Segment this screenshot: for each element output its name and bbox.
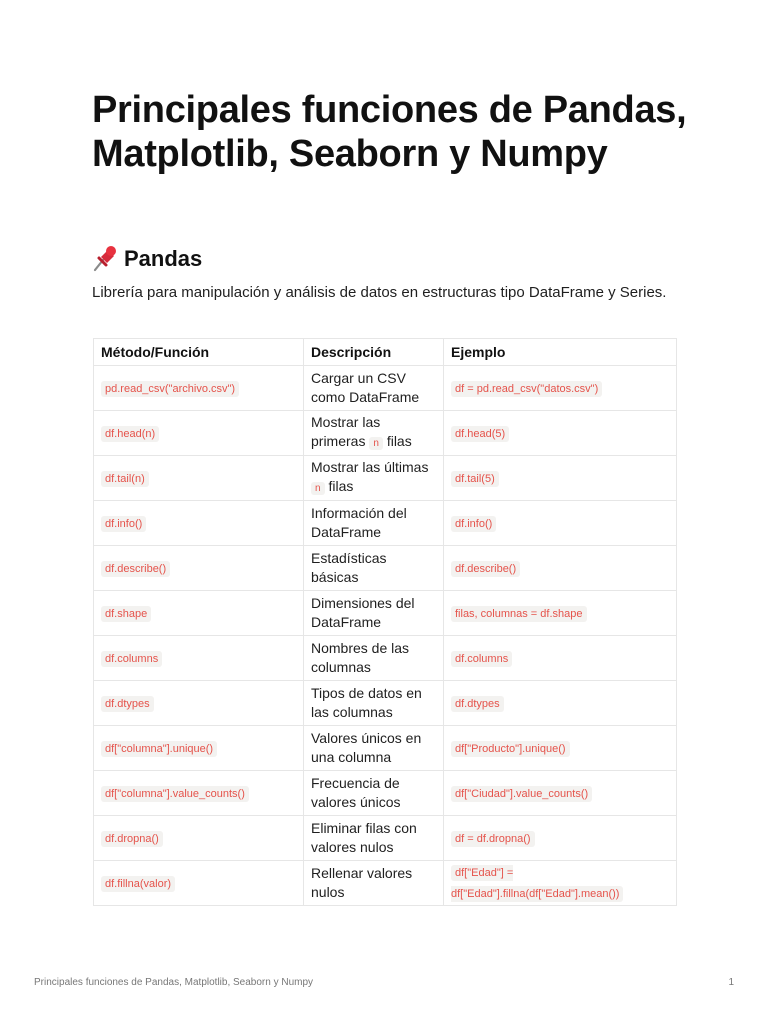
method-cell bbox=[94, 366, 304, 411]
method-code: df.columns bbox=[101, 651, 162, 667]
table-row bbox=[94, 681, 677, 726]
description-text: Mostrar las primeras bbox=[311, 413, 381, 449]
method-code: df.dropna() bbox=[101, 831, 163, 847]
example-cell bbox=[444, 726, 677, 771]
table-row bbox=[94, 501, 677, 546]
example-cell bbox=[444, 771, 677, 816]
table-row bbox=[94, 771, 677, 816]
page-number: 1 bbox=[728, 977, 734, 988]
method-cell bbox=[94, 681, 304, 726]
example-code: df.describe() bbox=[451, 561, 520, 577]
column-header-method: Método/Función bbox=[94, 339, 304, 366]
method-cell bbox=[94, 546, 304, 591]
description-cell: Nombres de las columnas bbox=[304, 636, 444, 681]
method-cell bbox=[94, 501, 304, 546]
method-cell bbox=[94, 771, 304, 816]
column-header-description: Descripción bbox=[304, 339, 444, 366]
method-cell bbox=[94, 726, 304, 771]
table-row bbox=[94, 546, 677, 591]
description-cell: Dimensiones del DataFrame bbox=[304, 591, 444, 636]
description-cell: Información del DataFrame bbox=[304, 501, 444, 546]
description-text: Mostrar las últimas bbox=[311, 458, 429, 475]
method-code: df["columna"].value_counts() bbox=[101, 786, 249, 802]
example-code: df["Ciudad"].value_counts() bbox=[451, 786, 592, 802]
example-code: filas, columnas = df.shape bbox=[451, 606, 587, 622]
table-row bbox=[94, 636, 677, 681]
example-cell bbox=[444, 456, 677, 501]
table-row bbox=[94, 456, 677, 501]
description-code: n bbox=[369, 437, 383, 450]
description-cell: Estadísticas básicas bbox=[304, 546, 444, 591]
example-cell bbox=[444, 816, 677, 861]
example-code: df.head(5) bbox=[451, 426, 509, 442]
method-cell bbox=[94, 411, 304, 456]
example-cell bbox=[444, 636, 677, 681]
example-code: df.tail(5) bbox=[451, 471, 499, 487]
method-cell bbox=[94, 816, 304, 861]
example-cell bbox=[444, 861, 677, 906]
description-cell: Tipos de datos en las columnas bbox=[304, 681, 444, 726]
page-footer-title: Principales funciones de Pandas, Matplotlib, Seaborn y Numpy bbox=[34, 977, 314, 988]
description-cell: Frecuencia de valores únicos bbox=[304, 771, 444, 816]
example-code: df = pd.read_csv("datos.csv") bbox=[451, 381, 602, 397]
example-code: df = df.dropna() bbox=[451, 831, 535, 847]
page-title: Principales funciones de Pandas, Matplotlib, Seaborn y Numpy bbox=[92, 89, 687, 175]
example-cell bbox=[444, 681, 677, 726]
section-description: Librería para manipulación y análisis de datos en estructuras tipo DataFrame y Series. bbox=[92, 284, 667, 301]
example-code: df.columns bbox=[451, 651, 512, 667]
method-code: pd.read_csv("archivo.csv") bbox=[101, 381, 239, 397]
description-text: filas bbox=[386, 433, 412, 449]
description-cell: Eliminar filas con valores nulos bbox=[304, 816, 444, 861]
example-cell bbox=[444, 546, 677, 591]
description-text: filas bbox=[328, 478, 354, 494]
description-cell: Cargar un CSV como DataFrame bbox=[304, 366, 444, 411]
method-code: df.head(n) bbox=[101, 426, 159, 442]
description-cell bbox=[304, 456, 444, 501]
section-heading bbox=[92, 244, 202, 274]
method-code: df.describe() bbox=[101, 561, 170, 577]
table-row bbox=[94, 366, 677, 411]
example-code: df.info() bbox=[451, 516, 496, 532]
method-cell bbox=[94, 861, 304, 906]
description-cell: Rellenar valores nulos bbox=[304, 861, 444, 906]
functions-table bbox=[93, 338, 677, 906]
description-cell bbox=[304, 411, 444, 456]
method-code: df.tail(n) bbox=[101, 471, 149, 487]
example-cell bbox=[444, 501, 677, 546]
column-header-example: Ejemplo bbox=[444, 339, 677, 366]
method-cell bbox=[94, 636, 304, 681]
table-row bbox=[94, 861, 677, 906]
example-cell bbox=[444, 411, 677, 456]
pushpin-icon bbox=[92, 245, 118, 273]
example-cell bbox=[444, 366, 677, 411]
example-code: df["Edad"] = df["Edad"].fillna(df["Edad"].mean()) bbox=[451, 865, 623, 902]
method-code: df["columna"].unique() bbox=[101, 741, 217, 757]
section-heading-text: Pandas bbox=[124, 246, 203, 271]
method-code: df.fillna(valor) bbox=[101, 876, 175, 892]
description-code: n bbox=[311, 482, 325, 495]
example-code: df.dtypes bbox=[451, 696, 504, 712]
table-header-row bbox=[94, 339, 677, 366]
example-cell bbox=[444, 591, 677, 636]
method-code: df.info() bbox=[101, 516, 146, 532]
description-cell: Valores únicos en una columna bbox=[304, 726, 444, 771]
method-code: df.shape bbox=[101, 606, 151, 622]
method-cell bbox=[94, 591, 304, 636]
method-cell bbox=[94, 456, 304, 501]
table-row bbox=[94, 726, 677, 771]
table-row bbox=[94, 816, 677, 861]
table-row bbox=[94, 411, 677, 456]
method-code: df.dtypes bbox=[101, 696, 154, 712]
table-row bbox=[94, 591, 677, 636]
example-code: df["Producto"].unique() bbox=[451, 741, 570, 757]
